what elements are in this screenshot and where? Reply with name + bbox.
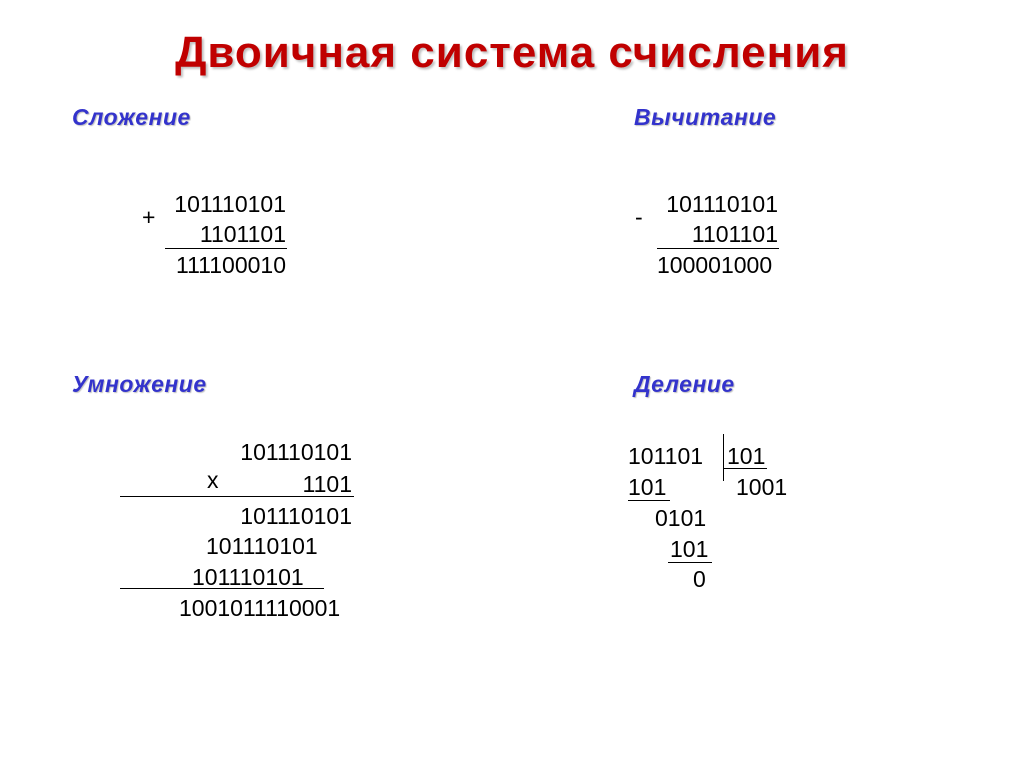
division-heading: Деление — [634, 371, 735, 397]
multiplication-partial-2: 101110101 — [206, 533, 318, 559]
division-dividend: 101101 — [628, 443, 704, 469]
addition-operand2: 1101101 — [199, 221, 286, 247]
division-divisor-rule — [723, 468, 767, 469]
division-step-4: 0 — [693, 566, 706, 592]
subtraction-operand2: 1101101 — [691, 221, 778, 247]
subtraction-operand1: 101110101 — [666, 191, 778, 217]
multiplication-partial-1: 101110101 — [240, 503, 352, 529]
division-step-3-rule — [668, 562, 712, 563]
division-step-1-rule — [628, 500, 670, 501]
multiplication-partial-3: 101110101 — [192, 564, 304, 590]
subtraction-result: 100001000 — [657, 252, 773, 278]
division-quotient: 1001 — [736, 474, 788, 500]
multiplication-rule-top — [120, 496, 354, 497]
subtraction-sign: - — [635, 204, 643, 230]
addition-operand1: 101110101 — [174, 191, 286, 217]
addition-heading: Сложение — [72, 104, 191, 130]
multiplication-operand2: 1101 — [302, 471, 352, 497]
division-divisor: 101 — [727, 443, 766, 469]
multiplication-operand1: 101110101 — [240, 439, 352, 465]
multiplication-rule-bottom — [120, 588, 324, 589]
division-vertical-bar — [723, 434, 724, 481]
addition-rule — [165, 248, 287, 249]
page-title: Двоичная система счисления — [175, 28, 849, 77]
multiplication-heading: Умножение — [72, 371, 207, 397]
subtraction-heading: Вычитание — [634, 104, 777, 130]
subtraction-rule — [657, 248, 779, 249]
multiplication-sign: x — [207, 467, 219, 493]
division-step-2: 0101 — [655, 505, 707, 531]
addition-result: 111100010 — [175, 252, 286, 278]
division-step-3: 101 — [670, 536, 709, 562]
division-step-1: 101 — [628, 474, 667, 500]
addition-sign: + — [142, 204, 156, 230]
multiplication-result: 1001011110001 — [179, 595, 341, 621]
